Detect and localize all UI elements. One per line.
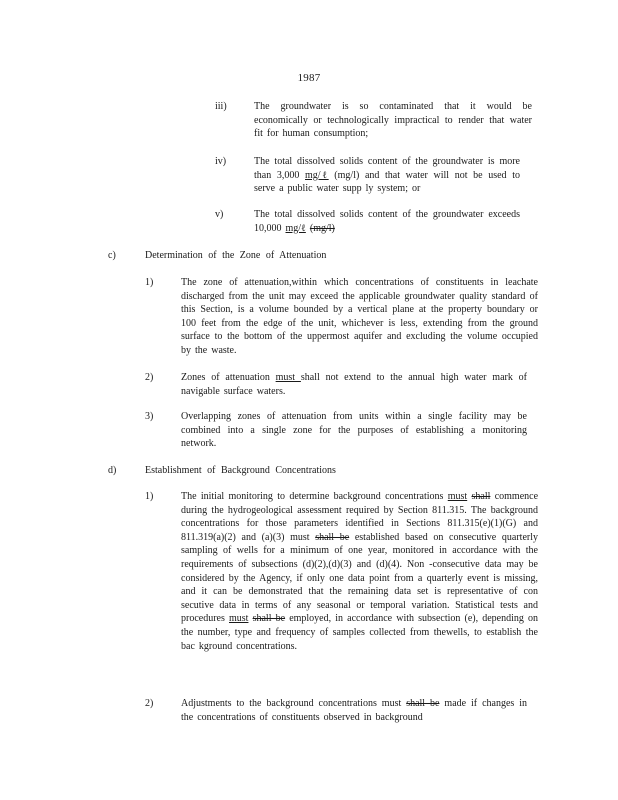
section-d-item-2-marker: 2) [145, 698, 154, 709]
subitem-text-iv: The total dissolved solids content of the groundwater is more than 3,000 mg/ℓ (mg/l) and that water will not be used to serve a public water supp ly system; or [254, 156, 520, 195]
inserted-unit: mg/ℓ [285, 222, 306, 234]
section-d-title: Establishment of Background Concentrations [145, 465, 336, 476]
inserted-word: must [275, 372, 301, 383]
section-c-item-1-text: The zone of attenuation,within which concentrations of constituents in leachate discharged from the unit may exceed the applicable groundwater quality standard of this Section, is a volume bounded by a vertical plane at the property boundary or 100 feet from the edge of the unit, whichever is less, extending from the ground surface to the bottom of the uppermost aquifer and excluding the volume occupied by the waste. [181, 277, 538, 356]
deleted-word: shall [471, 491, 491, 502]
section-d-item-1-text: The initial monitoring to determine background concentrations must shall commence during the hydrogeological assessment required by Section 811.315. The background concentrations for those parameters identified in Sections 811.315(e)(1)(G) and 811.319(a)(2) and (a)(3) must shall be established based on consecutive quarterly sampling of wells for a minimum of one year, monitored in accordance with the requirements of subsections (d)(2),(d)(3) and (d)(4). Non -consecutive data may be considered by the Agency, if only one data point from a quarterly event is missing, and it can be demonstrated that the remaining data set is representative of con secutive data in terms of any seasonal or temporal variation. Statistical tests and procedures must shall be employed, in accordance with subsection (e), depending on the number, type and frequency of samples collected from thewells, to establish the bac kground concentrations. [181, 491, 539, 652]
section-d-item-2-text: Adjustments to the background concentrations must shall be made if changes in the concentrations of constituents observed in background [181, 698, 527, 723]
section-c-item-2-marker: 2) [145, 372, 154, 383]
section-d-marker: d) [108, 465, 117, 476]
subitem-marker-iii: iii) [215, 101, 227, 112]
inserted-unit: mg/ℓ [305, 169, 329, 181]
deleted-word: shall be [406, 698, 440, 709]
section-c-item-3-marker: 3) [145, 411, 154, 422]
page-header: 1987 [297, 72, 321, 84]
deleted-unit: (mg/l) [309, 222, 335, 234]
section-c-item-2-text: Zones of attenuation must shall not extend to the annual high water mark of navigable surface waters. [181, 372, 527, 397]
subitem-marker-iv: iv) [215, 156, 227, 167]
section-c-marker: c) [108, 250, 116, 261]
subitem-text-iii: The groundwater is so contaminated that it would be economically or technologically impractical to render that water fit for human consumption; [254, 101, 532, 140]
subitem-marker-v: v) [215, 209, 224, 220]
inserted-word: must [229, 613, 249, 625]
inserted-word: must [447, 491, 468, 502]
section-c-title: Determination of the Zone of Attenuation [145, 250, 327, 261]
subitem-text-v: The total dissolved solids content of the groundwater exceeds 10,000 mg/ℓ (mg/l) [254, 209, 520, 234]
section-d-item-1-marker: 1) [145, 491, 154, 502]
section-c-item-3-text: Overlapping zones of attenuation from units within a single facility may be combined into a single zone for the purposes of establishing a monitoring network. [181, 411, 527, 450]
deleted-word: shall be [315, 531, 350, 543]
deleted-word: shall be [252, 613, 286, 625]
section-c-item-1-marker: 1) [145, 277, 154, 288]
